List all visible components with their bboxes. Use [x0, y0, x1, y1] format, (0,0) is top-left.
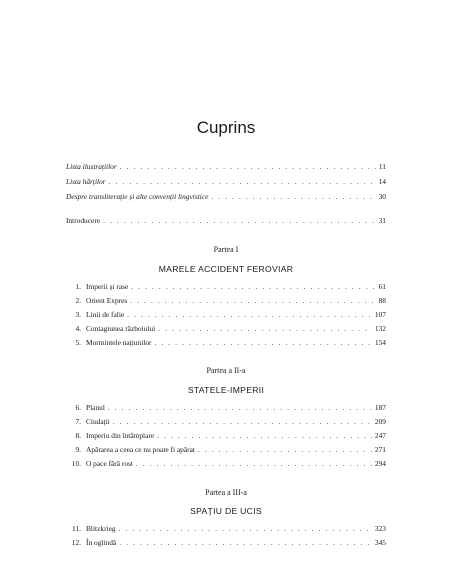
- part-2-title: STATELE-IMPERII: [187, 385, 265, 395]
- dot-leader: [130, 294, 375, 308]
- toc-chapter-6: [66, 401, 386, 415]
- dot-leader: [198, 443, 372, 457]
- toc-entry-page: 30: [378, 192, 386, 201]
- chapter-number: 12.: [71, 538, 81, 547]
- dot-leader: [157, 429, 372, 443]
- chapter-number: 1.: [75, 282, 81, 291]
- toc-entry-page: 61: [378, 282, 386, 291]
- toc-entry-label: Despre transliterație și alte convenții lingvistice: [66, 192, 209, 201]
- toc-entry-page: 107: [374, 310, 386, 319]
- toc-entry-page: 132: [374, 324, 386, 333]
- chapter-number: 8.: [75, 431, 81, 440]
- chapter-number: 5.: [75, 338, 81, 347]
- toc-chapter-8: [66, 429, 386, 443]
- toc-entry-page: 31: [378, 216, 386, 225]
- toc-entry-label: Imperii și rase: [86, 282, 129, 291]
- toc-entry-page: 247: [374, 431, 386, 440]
- toc-entry-label: Blitzkrieg: [86, 524, 116, 533]
- dot-leader: [120, 160, 376, 174]
- chapter-number: 3.: [75, 310, 81, 319]
- dot-leader: [154, 336, 371, 350]
- toc-entry-label: Contagiunea războiului: [86, 324, 156, 333]
- dot-leader: [119, 536, 372, 550]
- toc-entry-transliteration: [66, 190, 386, 204]
- chapter-number: 10.: [71, 459, 81, 468]
- toc-entry-page: 88: [378, 296, 386, 305]
- toc-entry-label: Introducere: [66, 216, 101, 225]
- dot-leader: [113, 415, 372, 429]
- toc-chapter-12: [66, 536, 386, 550]
- toc-entry-label: Mormintele națiunilor: [86, 338, 152, 347]
- toc-chapter-7: [66, 415, 386, 429]
- chapter-number: 2.: [75, 296, 81, 305]
- toc-entry-page: 271: [374, 445, 386, 454]
- toc-entry-page: 14: [378, 177, 386, 186]
- toc-entry-label: O pace fără rost: [86, 459, 133, 468]
- toc-entry-label: Orient Expres: [86, 296, 128, 305]
- toc-entry-page: 11: [378, 162, 386, 171]
- toc-chapter-10: [66, 457, 386, 471]
- page-title: Cuprins: [196, 118, 256, 137]
- toc-chapter-1: [66, 280, 386, 294]
- toc-entry-label: Planul: [86, 403, 105, 412]
- dot-leader: [136, 457, 372, 471]
- toc-entry-illustrations: [66, 160, 386, 174]
- dot-leader: [103, 214, 376, 228]
- toc-entry-maps: [66, 175, 386, 189]
- toc-entry-label: Lista hărților: [66, 177, 106, 186]
- chapter-number: 11.: [72, 524, 81, 533]
- dot-leader: [131, 280, 375, 294]
- toc-chapter-4: [66, 322, 386, 336]
- toc-entry-label: În oglindă: [86, 538, 117, 547]
- toc-entry-introduction: [66, 214, 386, 228]
- toc-entry-page: 294: [374, 459, 386, 468]
- toc-entry-label: Apărarea a ceea ce nu poate fi apărat: [86, 445, 195, 454]
- part-3-heading: Partea a III-a: [205, 488, 247, 497]
- chapter-number: 9.: [75, 445, 81, 454]
- dot-leader: [127, 308, 372, 322]
- dot-leader: [108, 401, 372, 415]
- part-3-title: SPAȚIU DE UCIS: [190, 506, 262, 516]
- chapter-number: 4.: [75, 324, 81, 333]
- toc-chapter-11: [66, 522, 386, 536]
- toc-entry-page: 187: [374, 403, 386, 412]
- toc-chapter-2: [66, 294, 386, 308]
- dot-leader: [119, 522, 372, 536]
- toc-entry-label: Imperiu din întâmplare: [86, 431, 155, 440]
- part-1-heading: Partea I: [213, 245, 239, 254]
- chapter-number: 7.: [75, 417, 81, 426]
- toc-chapter-5: [66, 336, 386, 350]
- dot-leader: [158, 322, 372, 336]
- toc-entry-page: 345: [374, 538, 386, 547]
- toc-entry-page: 323: [374, 524, 386, 533]
- part-2-heading: Partea a II-a: [206, 366, 246, 375]
- toc-entry-page: 209: [374, 417, 386, 426]
- chapter-number: 6.: [75, 403, 81, 412]
- toc-chapter-3: [66, 308, 386, 322]
- toc-entry-label: Linii de falie: [86, 310, 125, 319]
- dot-leader: [109, 175, 376, 189]
- toc-entry-label: Ciudații: [86, 417, 110, 426]
- toc-entry-label: Lista ilustrațiilor: [66, 162, 117, 171]
- part-1-title: MARELE ACCIDENT FEROVIAR: [158, 264, 294, 274]
- dot-leader: [211, 190, 375, 204]
- toc-chapter-9: [66, 443, 386, 457]
- toc-entry-page: 154: [374, 338, 386, 347]
